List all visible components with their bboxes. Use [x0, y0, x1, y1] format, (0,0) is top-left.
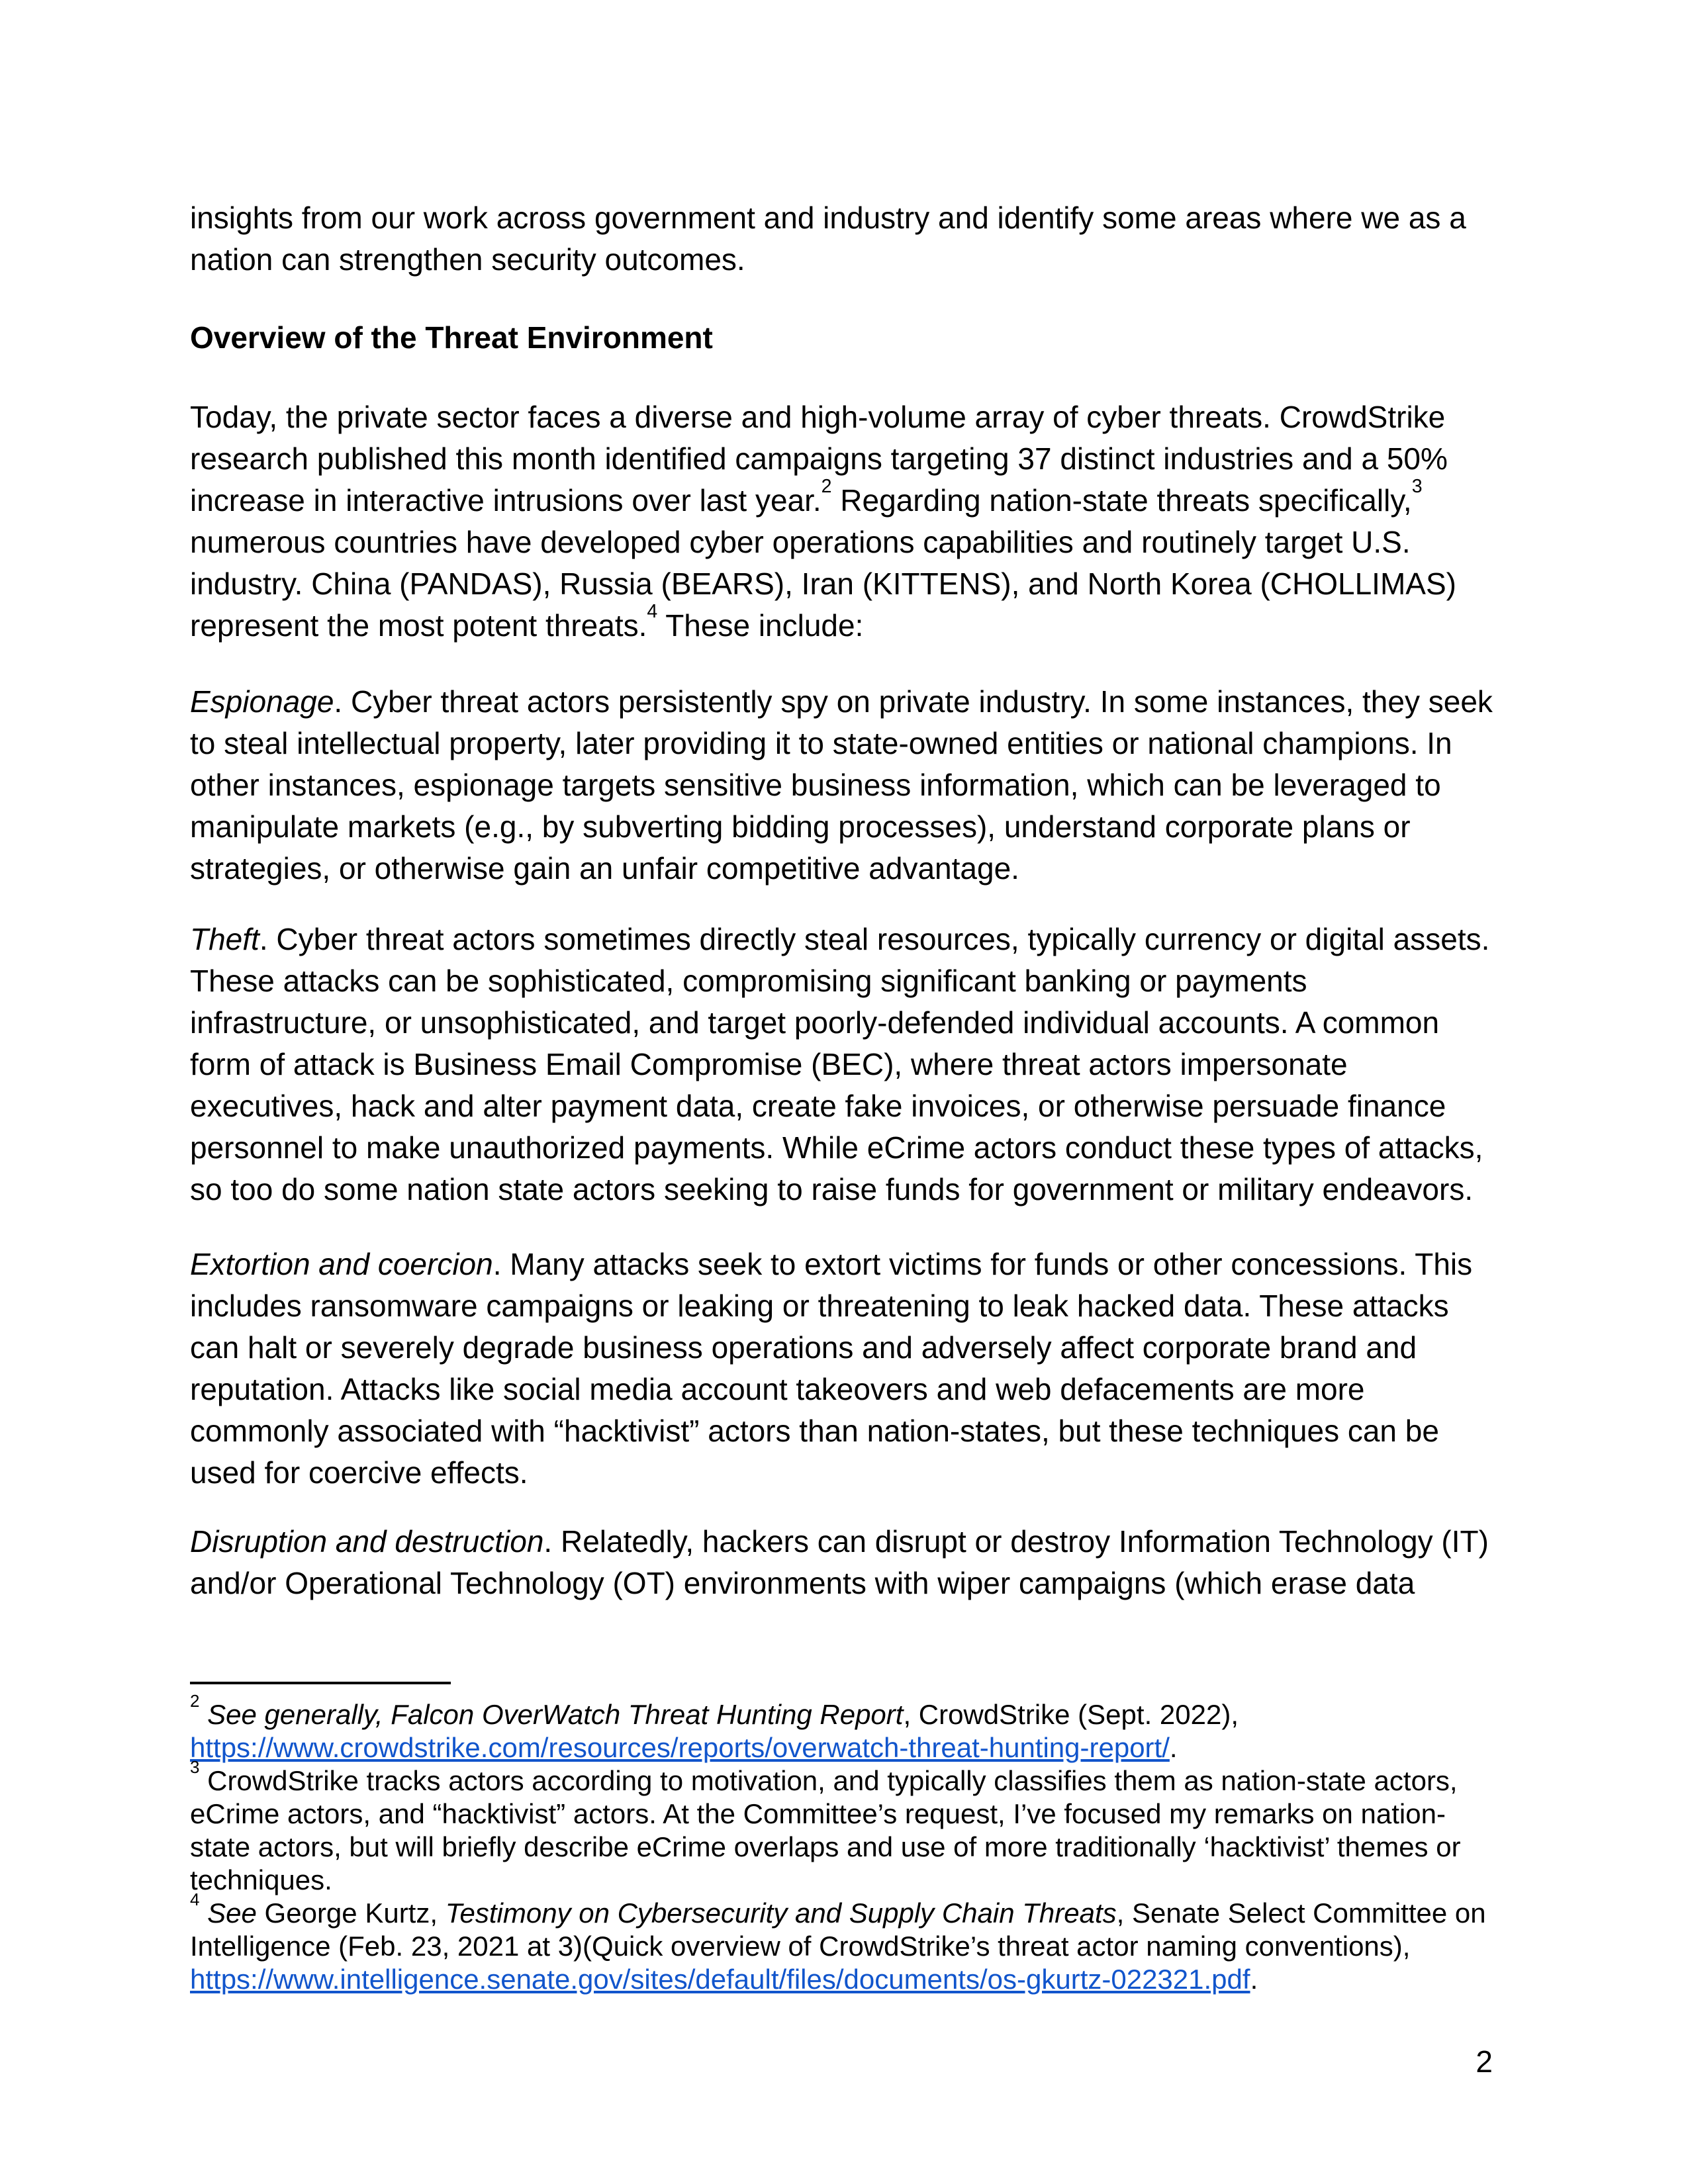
- footnote-4: [190, 1889, 1501, 1996]
- footnote-see-italic: See: [199, 1897, 257, 1929]
- text-run: . Many attacks seek to extort victims for funds or other concessions. This includes ransomware campaigns or leaking or threatening to leak hacked data. These attacks can halt or severely degrade business operations and adversely affect corporate brand and reputation. Attacks like social media account takeovers and web defacements are more commonly associated with “hacktivist” actors than nation-states, but these techniques can be used for coercive effects.: [190, 1247, 1473, 1490]
- footnote-ref-3: 3: [1411, 475, 1423, 497]
- paragraph-lead-disruption: Disruption and destruction: [190, 1524, 544, 1559]
- paragraph-extortion: [190, 1244, 1501, 1494]
- footnote-ref-2: 2: [821, 475, 832, 497]
- footnote-link-crowdstrike-report[interactable]: https://www.crowdstrike.com/resources/reports/overwatch-threat-hunting-report/: [190, 1732, 1170, 1763]
- footnote-number-3: 3: [190, 1757, 200, 1778]
- footnote-number-4: 4: [190, 1889, 200, 1910]
- footnote-2: [190, 1691, 1501, 1764]
- paragraph-disruption: [190, 1521, 1501, 1604]
- paragraph-espionage: [190, 681, 1501, 889]
- footnote-citation-italic: See generally, Falcon OverWatch Threat Hunting Report: [199, 1699, 904, 1730]
- text-run: Regarding nation-state threats specifically,: [831, 483, 1412, 518]
- text-run: CrowdStrike tracks actors according to motivation, and typically classifies them as nation-state actors, eCrime actors, and “hacktivist” actors. At the Committee’s request, I’ve focused my remarks on nation-state actors, but will briefly describe eCrime overlaps and use of more traditionally ‘hacktivist’ themes or techniques.: [190, 1765, 1461, 1895]
- text-run: , CrowdStrike (Sept. 2022),: [903, 1699, 1239, 1730]
- footnote-separator: [190, 1682, 451, 1684]
- paragraph-theft: [190, 919, 1501, 1210]
- footnotes-section: [190, 1691, 1501, 1996]
- text-run: . Relatedly, hackers can disrupt or destroy Information Technology (IT) and/or Operational Technology (OT) environments with wiper campaigns (which erase data: [190, 1524, 1489, 1600]
- footnote-number-2: 2: [190, 1691, 200, 1711]
- footnote-title-italic: Testimony on Cybersecurity and Supply Chain Threats: [445, 1897, 1117, 1929]
- text-run: These include:: [657, 608, 864, 643]
- page-number: 2: [1476, 2044, 1493, 2079]
- text-run: Today, the private sector faces a diverse and high-volume array of cyber threats. CrowdStrike research published this month identified campaigns targeting 37 distinct industries and a 50% increase in interactive intrusions over last year.: [190, 400, 1448, 518]
- text-run: .: [1250, 1964, 1258, 1995]
- paragraph-lead-extortion: Extortion and coercion: [190, 1247, 493, 1281]
- paragraph-lead-espionage: Espionage: [190, 684, 334, 719]
- text-run: , Senate Select Committee on Intelligence (Feb. 23, 2021 at 3)(Quick overview of CrowdStrike’s threat actor naming conventions),: [190, 1897, 1486, 1962]
- paragraph-intro: insights from our work across government and industry and identify some areas where we as a nation can strengthen security outcomes.: [190, 201, 1466, 277]
- paragraph-threat-overview: [190, 396, 1501, 647]
- text-run: . Cyber threat actors sometimes directly steal resources, typically currency or digital assets. These attacks can be sophisticated, compromising significant banking or payments infrastructure, or unsophisticated, and target poorly-defended individual accounts. A common form of attack is Business Email Compromise (BEC), where threat actors impersonate executives, hack and alter payment data, create fake invoices, or otherwise persuade finance personnel to make unauthorized payments. While eCrime actors conduct these types of attacks, so too do some nation state actors seeking to raise funds for government or military endeavors.: [190, 922, 1490, 1206]
- footnote-ref-4: 4: [647, 600, 658, 622]
- text-run: . Cyber threat actors persistently spy on private industry. In some instances, they seek to steal intellectual property, later providing it to state-owned entities or national champions. In other instances, espionage targets sensitive business information, which can be leveraged to manipulate markets (e.g., by subverting bidding processes), understand corporate plans or strategies, or otherwise gain an unfair competitive advantage.: [190, 684, 1493, 886]
- text-run: .: [1169, 1732, 1178, 1763]
- footnote-3: [190, 1757, 1501, 1897]
- text-run: numerous countries have developed cyber operations capabilities and routinely target U.S. industry. China (PANDAS), Russia (BEARS), Iran (KITTENS), and North Korea (CHOLLIMAS) represent the most potent threats.: [190, 525, 1456, 643]
- paragraph-lead-theft: Theft: [190, 922, 259, 956]
- footnote-link-senate-testimony[interactable]: https://www.intelligence.senate.gov/sites/default/files/documents/os-gkurtz-022321.pdf: [190, 1964, 1250, 1995]
- section-heading: Overview of the Threat Environment: [190, 320, 713, 355]
- text-run: George Kurtz,: [256, 1897, 445, 1929]
